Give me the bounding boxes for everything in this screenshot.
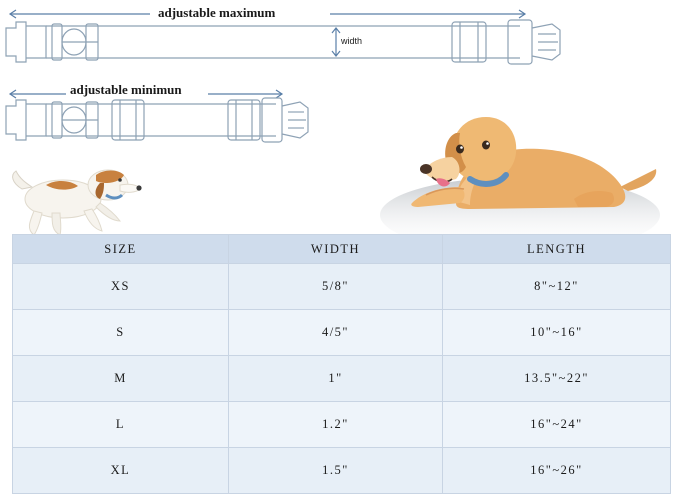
table-row (13, 402, 671, 448)
table-row (13, 448, 671, 494)
size-table (12, 234, 671, 494)
cell-length: 10"~16" (443, 310, 671, 356)
adjustable-maximum-label: adjustable maximum (158, 5, 276, 20)
width-label: width (341, 36, 363, 46)
running-dog-illustration (8, 155, 158, 240)
cell-size: S (13, 310, 229, 356)
cell-length: 13.5"~22" (443, 356, 671, 402)
cell-width: 1" (229, 356, 443, 402)
cell-size: XL (13, 448, 229, 494)
table-row (13, 310, 671, 356)
header-length: LENGTH (443, 235, 671, 264)
header-size: SIZE (13, 235, 229, 264)
cell-length: 16"~24" (443, 402, 671, 448)
cell-width: 1.2" (229, 402, 443, 448)
cell-length: 16"~26" (443, 448, 671, 494)
cell-width: 4/5" (229, 310, 443, 356)
table-row (13, 356, 671, 402)
cell-length: 8"~12" (443, 264, 671, 310)
header-width: WIDTH (229, 235, 443, 264)
cell-width: 5/8" (229, 264, 443, 310)
table-row (13, 264, 671, 310)
adjustable-minimum-label: adjustable minimun (70, 82, 182, 97)
cell-size: XS (13, 264, 229, 310)
cell-size: M (13, 356, 229, 402)
cell-size: L (13, 402, 229, 448)
table-header-row (13, 235, 671, 264)
cell-width: 1.5" (229, 448, 443, 494)
